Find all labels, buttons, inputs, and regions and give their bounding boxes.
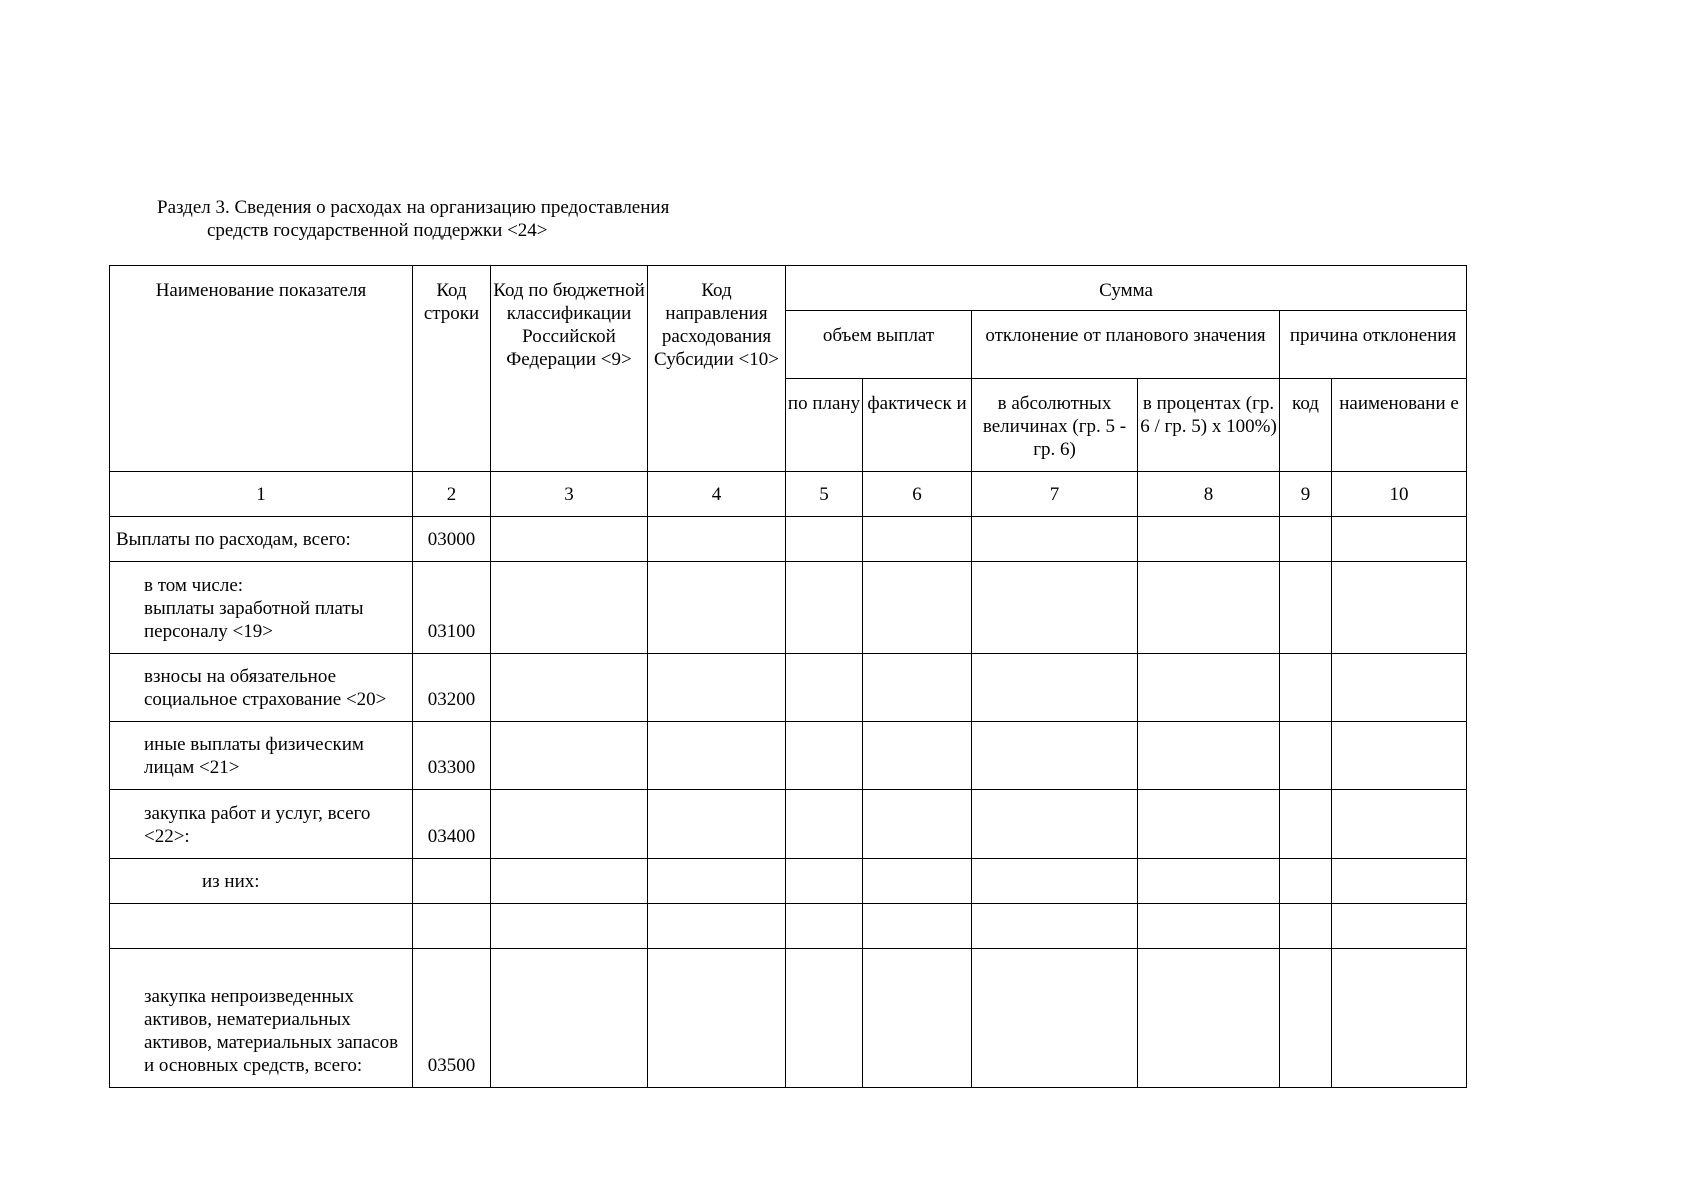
value-cell[interactable] xyxy=(1138,722,1280,790)
row-name: закупка непроизведенных активов, нематериальных активов, материальных запасов и основных средств, всего: xyxy=(110,949,413,1088)
table-row xyxy=(110,904,1467,949)
value-cell[interactable] xyxy=(786,517,863,562)
value-cell[interactable] xyxy=(863,904,972,949)
column-number: 3 xyxy=(491,472,648,517)
header-name: Наименование показателя xyxy=(110,266,413,472)
header-payments-volume: объем выплат xyxy=(786,311,972,379)
value-cell[interactable] xyxy=(1138,790,1280,859)
table-row xyxy=(110,654,1467,722)
value-cell[interactable] xyxy=(972,517,1138,562)
row-code: 03400 xyxy=(413,790,491,859)
header-actual: фактическ и xyxy=(863,379,972,472)
value-cell[interactable] xyxy=(1332,904,1467,949)
value-cell[interactable] xyxy=(863,517,972,562)
header-reason: причина отклонения xyxy=(1280,311,1467,379)
value-cell[interactable] xyxy=(1280,949,1332,1088)
value-cell[interactable] xyxy=(786,562,863,654)
row-name: иные выплаты физическим лицам <21> xyxy=(110,722,413,790)
header-direction-code: Код направления расходования Субсидии <10> xyxy=(648,266,786,472)
column-number: 5 xyxy=(786,472,863,517)
value-cell[interactable] xyxy=(972,949,1138,1088)
value-cell[interactable] xyxy=(1332,654,1467,722)
value-cell[interactable] xyxy=(1332,859,1467,904)
header-budget-code: Код по бюджетной классификации Российской Федерации <9> xyxy=(491,266,648,472)
value-cell[interactable] xyxy=(972,562,1138,654)
value-cell[interactable] xyxy=(491,722,648,790)
value-cell[interactable] xyxy=(491,904,648,949)
header-code: Код строки xyxy=(413,266,491,472)
value-cell[interactable] xyxy=(1280,722,1332,790)
row-code xyxy=(413,904,491,949)
value-cell[interactable] xyxy=(972,722,1138,790)
value-cell[interactable] xyxy=(863,562,972,654)
value-cell[interactable] xyxy=(972,859,1138,904)
row-code xyxy=(413,859,491,904)
value-cell[interactable] xyxy=(972,904,1138,949)
column-number: 10 xyxy=(1332,472,1467,517)
header-row-1 xyxy=(110,266,1467,311)
value-cell[interactable] xyxy=(1280,904,1332,949)
table-body xyxy=(110,517,1467,1088)
value-cell[interactable] xyxy=(491,562,648,654)
value-cell[interactable] xyxy=(1280,517,1332,562)
table-row xyxy=(110,949,1467,1088)
expenses-table xyxy=(109,265,1467,1088)
header-reason-name: наименовани е xyxy=(1332,379,1467,472)
header-percent: в процентах (гр. 6 / гр. 5) х 100%) xyxy=(1138,379,1280,472)
value-cell[interactable] xyxy=(1138,562,1280,654)
value-cell[interactable] xyxy=(648,517,786,562)
value-cell[interactable] xyxy=(491,859,648,904)
value-cell[interactable] xyxy=(786,904,863,949)
header-reason-code: код xyxy=(1280,379,1332,472)
value-cell[interactable] xyxy=(786,790,863,859)
row-code: 03000 xyxy=(413,517,491,562)
value-cell[interactable] xyxy=(648,904,786,949)
value-cell[interactable] xyxy=(1332,562,1467,654)
value-cell[interactable] xyxy=(786,722,863,790)
value-cell[interactable] xyxy=(863,654,972,722)
value-cell[interactable] xyxy=(648,562,786,654)
column-number: 1 xyxy=(110,472,413,517)
row-code: 03300 xyxy=(413,722,491,790)
table-row xyxy=(110,517,1467,562)
row-name xyxy=(110,904,413,949)
value-cell[interactable] xyxy=(1332,517,1467,562)
value-cell[interactable] xyxy=(491,790,648,859)
value-cell[interactable] xyxy=(648,949,786,1088)
value-cell[interactable] xyxy=(1138,654,1280,722)
value-cell[interactable] xyxy=(786,859,863,904)
value-cell[interactable] xyxy=(786,949,863,1088)
value-cell[interactable] xyxy=(972,790,1138,859)
value-cell[interactable] xyxy=(648,722,786,790)
column-number: 4 xyxy=(648,472,786,517)
column-number: 9 xyxy=(1280,472,1332,517)
value-cell[interactable] xyxy=(1332,790,1467,859)
value-cell[interactable] xyxy=(648,790,786,859)
row-name: в том числе: выплаты заработной платы персоналу <19> xyxy=(110,562,413,654)
value-cell[interactable] xyxy=(863,949,972,1088)
value-cell[interactable] xyxy=(1280,562,1332,654)
value-cell[interactable] xyxy=(1138,949,1280,1088)
table-row xyxy=(110,562,1467,654)
value-cell[interactable] xyxy=(863,722,972,790)
value-cell[interactable] xyxy=(491,949,648,1088)
column-number-row xyxy=(110,472,1467,517)
row-name: Выплаты по расходам, всего: xyxy=(110,517,413,562)
header-absolute: в абсолютных величинах (гр. 5 - гр. 6) xyxy=(972,379,1138,472)
row-code: 03500 xyxy=(413,949,491,1088)
row-name: закупка работ и услуг, всего <22>: xyxy=(110,790,413,859)
value-cell[interactable] xyxy=(1138,859,1280,904)
value-cell[interactable] xyxy=(491,517,648,562)
header-by-plan: по плану xyxy=(786,379,863,472)
value-cell[interactable] xyxy=(1138,904,1280,949)
value-cell[interactable] xyxy=(1280,859,1332,904)
row-name: взносы на обязательное социальное страхование <20> xyxy=(110,654,413,722)
row-code: 03200 xyxy=(413,654,491,722)
value-cell[interactable] xyxy=(648,654,786,722)
value-cell[interactable] xyxy=(972,654,1138,722)
header-sum: Сумма xyxy=(786,266,1467,311)
row-name: из них: xyxy=(110,859,413,904)
table-row xyxy=(110,790,1467,859)
column-number: 7 xyxy=(972,472,1138,517)
value-cell[interactable] xyxy=(1280,654,1332,722)
section-heading-line-1: Раздел 3. Сведения о расходах на организацию предоставления xyxy=(157,197,670,218)
value-cell[interactable] xyxy=(786,654,863,722)
section-heading-line-2: средств государственной поддержки <24> xyxy=(207,220,548,241)
column-number: 8 xyxy=(1138,472,1280,517)
table-row xyxy=(110,722,1467,790)
row-code: 03100 xyxy=(413,562,491,654)
column-number: 2 xyxy=(413,472,491,517)
value-cell[interactable] xyxy=(863,790,972,859)
value-cell[interactable] xyxy=(1280,790,1332,859)
value-cell[interactable] xyxy=(1332,949,1467,1088)
value-cell[interactable] xyxy=(863,859,972,904)
value-cell[interactable] xyxy=(648,859,786,904)
value-cell[interactable] xyxy=(491,654,648,722)
column-number: 6 xyxy=(863,472,972,517)
value-cell[interactable] xyxy=(1332,722,1467,790)
table-row xyxy=(110,859,1467,904)
header-deviation: отклонение от планового значения xyxy=(972,311,1280,379)
value-cell[interactable] xyxy=(1138,517,1280,562)
section-heading xyxy=(157,196,669,242)
